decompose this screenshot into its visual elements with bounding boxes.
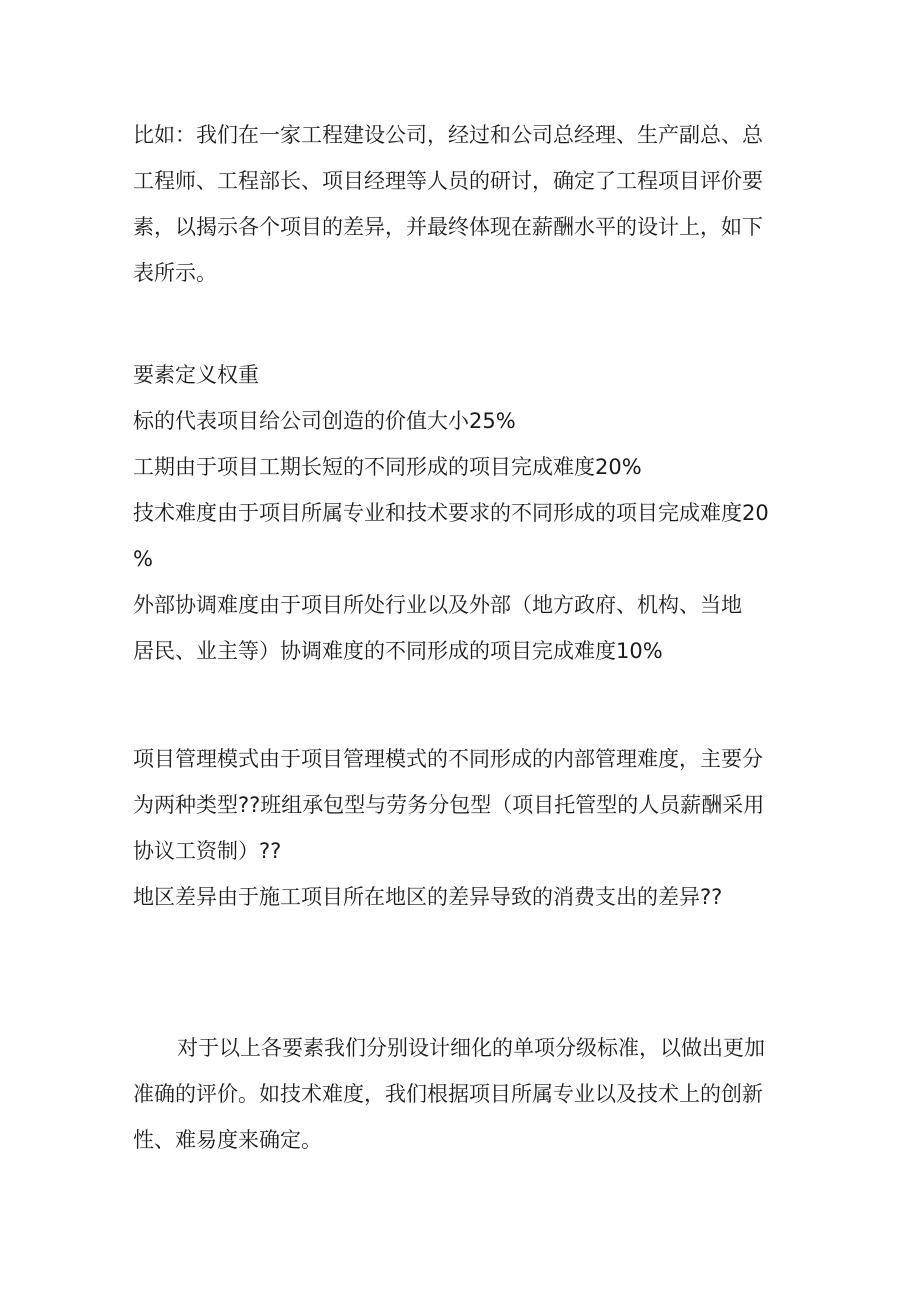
text-line: 协议工资制）?? — [133, 839, 282, 863]
table-row: 居民、业主等）协调难度的不同形成的项目完成难度10% — [133, 639, 663, 663]
management-mode-paragraph — [133, 736, 793, 920]
text-line: 素，以揭示各个项目的差异，并最终体现在薪酬水平的设计上，如下 — [133, 215, 763, 239]
table-row: 外部协调难度由于项目所处行业以及外部（地方政府、机构、当地 — [133, 593, 742, 617]
table-row: 标的代表项目给公司创造的价值大小25% — [133, 409, 516, 433]
text-line: 比如：我们在一家工程建设公司，经过和公司总经理、生产副总、总 — [133, 123, 763, 147]
table-row: % — [133, 547, 153, 571]
text-line: 对于以上各要素我们分别设计细化的单项分级标准，以做出更加 — [177, 1036, 765, 1060]
table-row: 技术难度由于项目所属专业和技术要求的不同形成的项目完成难度20 — [133, 501, 769, 525]
text-line: 项目管理模式由于项目管理模式的不同形成的内部管理难度，主要分 — [133, 747, 763, 771]
table-row: 工期由于项目工期长短的不同形成的项目完成难度20% — [133, 455, 642, 479]
table-header: 要素定义权重 — [133, 363, 259, 387]
text-line: 准确的评价。如技术难度，我们根据项目所属专业以及技术上的创新 — [133, 1082, 763, 1106]
closing-paragraph — [133, 1025, 793, 1163]
evaluation-factors-table — [133, 352, 793, 674]
intro-paragraph — [133, 112, 793, 296]
text-line: 表所示。 — [133, 261, 217, 285]
text-line: 为两种类型??班组承包型与劳务分包型（项目托管型的人员薪酬采用 — [133, 793, 765, 817]
text-line: 工程师、工程部长、项目经理等人员的研讨，确定了工程项目评价要 — [133, 169, 763, 193]
text-line: 性、难易度来确定。 — [133, 1128, 322, 1152]
text-line: 地区差异由于施工项目所在地区的差异导致的消费支出的差异?? — [133, 885, 723, 909]
